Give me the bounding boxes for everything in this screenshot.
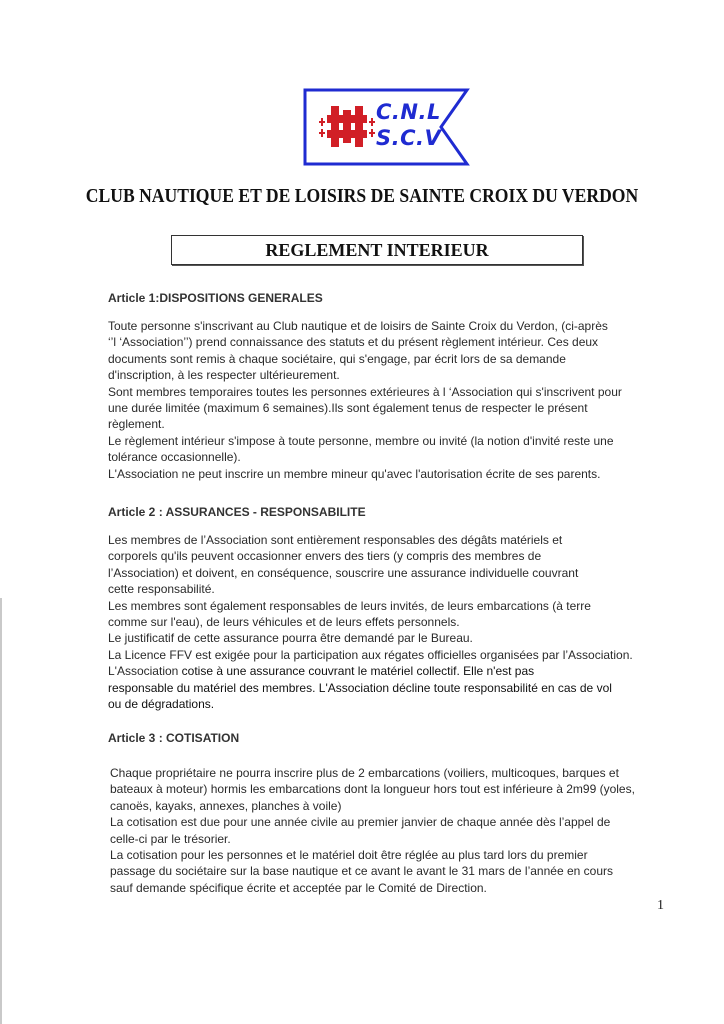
article-3-line: La cotisation est due pour une année civile au premier janvier de chaque année dès l’appel de <box>110 815 611 830</box>
page-number: 1 <box>657 898 664 913</box>
regulation-title-box <box>171 235 583 265</box>
article-3-line: bateaux à moteur) hormis les embarcations dont la longueur hors tout est inférieure à 2m99 (yoles, <box>110 782 635 797</box>
article-3-body <box>110 765 635 896</box>
article-1-line: une durée limitée (maximum 6 semaines).Ils sont également tenus de respecter le présent <box>108 401 588 416</box>
article-1-line: documents sont remis à chaque sociétaire, qui s'engage, par écrit lors de sa demande <box>108 351 566 366</box>
article-1-title: Article 1:DISPOSITIONS GENERALES <box>108 291 323 305</box>
article-1-line: tolérance occasionnelle). <box>108 450 241 465</box>
article-3-line: La cotisation pour les personnes et le matériel doit être réglée au plus tard lors du premier <box>110 848 588 863</box>
article-2-line: Les membres sont également responsables de leurs invités, de leurs embarcations (à terre <box>108 598 591 613</box>
logo-text-scv: S.C.V <box>376 126 442 150</box>
article-1-line: ‘’l ‘Association’’) prend connaissance des statuts et du présent règlement intérieur. Ces deux <box>108 335 599 350</box>
logo-text-cnl: C.N.L <box>376 100 441 124</box>
scan-edge-line <box>0 598 2 1024</box>
article-3-line: celle-ci par le trésorier. <box>110 831 231 846</box>
article-2-line-end: cotise à une assurance couvrant le matériel collectif. Elle n'est pas <box>178 664 535 679</box>
article-2-title: Article 2 : ASSURANCES - RESPONSABILITE <box>108 505 366 519</box>
article-2-line: Les membres de l’Association sont entièrement responsables des dégâts matériels et <box>108 533 563 547</box>
article-3-line: canoës, kayaks, annexes, planches à voile) <box>110 798 342 813</box>
article-2-line: ou de dégradations. <box>108 697 215 712</box>
article-1-line: Le règlement intérieur s'impose à toute personne, membre ou invité (la notion d'invité reste une <box>108 433 614 448</box>
article-2-line: corporels qu'ils peuvent occasionner envers des tiers (y compris des membres de <box>108 549 542 564</box>
regulation-title: REGLEMENT INTERIEUR <box>265 240 489 260</box>
article-2-line: l’Association) et doivent, en conséquence, souscrire une assurance individuelle couvrant <box>108 565 579 580</box>
article-2-body <box>108 532 633 712</box>
article-2-line-start: L'Association <box>108 664 179 679</box>
article-1-line: Toute personne s'inscrivant au Club nautique et de loisirs de Sainte Croix du Verdon, (ci-après <box>108 319 608 333</box>
article-2-line: Le justificatif de cette assurance pourra être demandé par le Bureau. <box>108 631 473 646</box>
article-1-body <box>108 318 622 482</box>
article-1-line: Sont membres temporaires toutes les personnes extérieures à l ‘Association qui s'inscrivent pour <box>108 384 622 399</box>
article-3-line: passage du sociétaire sur la base nautique et ce avant le avant le 31 mars de l’année en cours <box>110 864 613 879</box>
article-2-line: comme sur l'eau), de leurs véhicules et de leurs effets personnels. <box>108 615 460 630</box>
article-2-line-mixed <box>108 663 633 679</box>
article-3-title: Article 3 : COTISATION <box>108 731 240 745</box>
article-1-line: règlement. <box>108 417 165 432</box>
article-3-line: sauf demande spécifique écrite et acceptée par le Comité de Direction. <box>110 880 487 895</box>
club-title: CLUB NAUTIQUE ET DE LOISIRS DE SAINTE CROIX DU VERDON <box>85 185 639 207</box>
article-3-line: Chaque propriétaire ne pourra inscrire plus de 2 embarcations (voiliers, multicoques, barques et <box>110 766 619 780</box>
article-1-line: L'Association ne peut inscrire un membre mineur qu'avec l'autorisation écrite de ses parents. <box>108 466 601 481</box>
article-2-line: cette responsabilité. <box>108 582 215 597</box>
article-2-line: responsable du matériel des membres. L'Association décline toute responsabilité en cas de vol <box>108 680 612 695</box>
article-2-line: La Licence FFV est exigée pour la participation aux régates officielles organisées par l’Association. <box>108 647 633 662</box>
article-1-line: d'inscription, à les respecter ultérieurement. <box>108 368 340 383</box>
